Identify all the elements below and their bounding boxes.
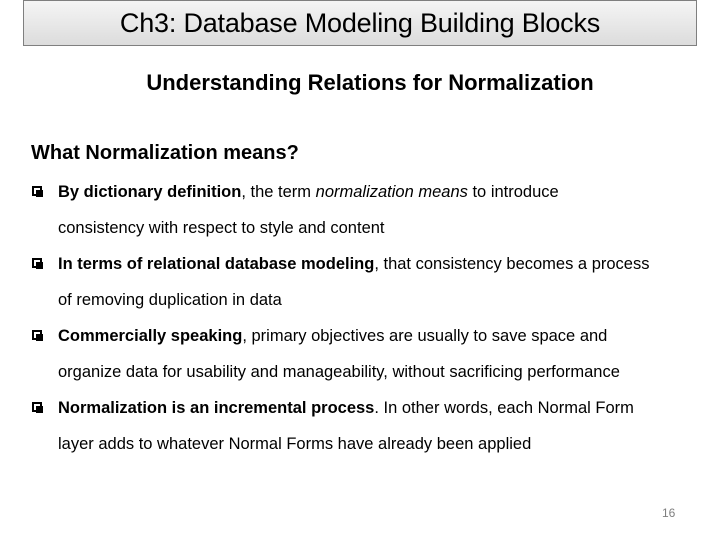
bullet-text: , primary objectives are usually to save space and bbox=[242, 327, 608, 345]
page-number: 16 bbox=[662, 506, 676, 520]
bullet-text: , that consistency becomes a process bbox=[374, 255, 650, 273]
bullet-continuation: organize data for usability and manageability, without sacrificing performance bbox=[58, 363, 620, 381]
bullet-bold-text: By dictionary definition bbox=[58, 183, 242, 201]
bullet-line bbox=[58, 390, 634, 426]
bullet-italic-text: normalization means bbox=[315, 183, 468, 201]
slide-subtitle: Understanding Relations for Normalization bbox=[146, 70, 594, 95]
bullet-continuation: layer adds to whatever Normal Forms have already been applied bbox=[58, 435, 532, 453]
bullet-text: to introduce bbox=[467, 183, 559, 201]
bullet-text: , the term bbox=[241, 183, 316, 201]
bullet-bold-text: Commercially speaking bbox=[58, 327, 243, 345]
slide-title: Ch3: Database Modeling Building Blocks bbox=[119, 7, 601, 38]
bullet-continuation: consistency with respect to style and content bbox=[58, 219, 385, 237]
bullet-text: . In other words, each Normal Form bbox=[374, 399, 634, 417]
square-bullet-icon bbox=[32, 258, 42, 268]
square-bullet-icon bbox=[32, 186, 42, 196]
bullet-bold-text: In terms of relational database modeling bbox=[58, 255, 375, 273]
bullet-line bbox=[58, 318, 607, 354]
square-bullet-icon bbox=[32, 330, 42, 340]
section-heading: What Normalization means? bbox=[31, 142, 299, 164]
bullet-line bbox=[58, 246, 649, 282]
square-bullet-icon bbox=[32, 402, 42, 412]
slide-title-bar bbox=[23, 0, 697, 46]
bullet-line bbox=[58, 174, 559, 210]
bullet-continuation: of removing duplication in data bbox=[58, 291, 282, 309]
bullet-bold-text: Normalization is an incremental process bbox=[58, 399, 375, 417]
